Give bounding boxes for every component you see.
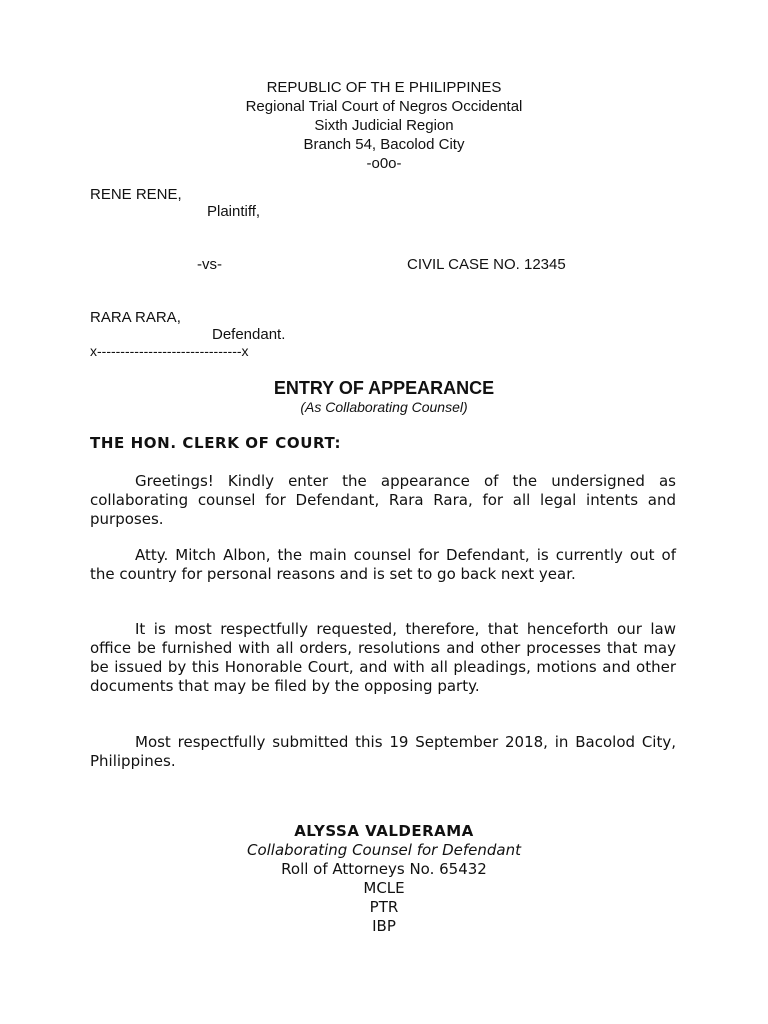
body-paragraph: Atty. Mitch Albon, the main counsel for Defendant, is currently out of the country for personal reasons and is set to go back next year. [90,546,676,583]
title-block [0,377,768,416]
signatory-name: ALYSSA VALDERAMA [294,822,474,840]
defendant-name: RARA RARA, [90,309,181,326]
case-number: CIVIL CASE NO. 12345 [407,256,566,273]
caption-branch: Branch 54, Bacolod City [303,136,465,153]
ibp-label: IBP [372,917,396,935]
body-paragraph: It is most respectfully requested, therefore, that henceforth our law office be furnished with all orders, resolutions and other processes that may be issued by this Honorable Court, and with all pleadings, motions and other documents that may be filed by the opposing party. [90,620,676,695]
plaintiff-name: RENE RENE, [90,186,182,203]
signatory-title: Collaborating Counsel for Defendant [246,841,521,859]
caption-region: Sixth Judicial Region [314,117,454,134]
addressee: THE HON. CLERK OF COURT: [90,434,342,452]
body-paragraph: Most respectfully submitted this 19 September 2018, in Bacolod City, Philippines. [90,733,676,770]
signature-block [0,822,768,936]
roll-of-attorneys: Roll of Attorneys No. 65432 [281,860,487,878]
body-paragraph: Greetings! Kindly enter the appearance of the undersigned as collaborating counsel for Defendant, Rara Rara, for all legal intents and purposes. [90,472,676,528]
versus-label: -vs- [197,256,222,273]
defendant-label: Defendant. [212,326,286,343]
caption-court: Regional Trial Court of Negros Occidental [245,98,523,115]
ptr-label: PTR [369,898,399,916]
court-caption [0,78,768,173]
caption-ornament: -o0o- [366,155,402,172]
plaintiff-label: Plaintiff, [207,203,261,220]
caption-republic: REPUBLIC OF TH E PHILIPPINES [266,79,502,96]
document-title: ENTRY OF APPEARANCE [273,378,495,398]
document-subtitle: (As Collaborating Counsel) [300,399,468,415]
caption-separator: x-------------------------------x [90,343,249,359]
mcle-label: MCLE [363,879,405,897]
